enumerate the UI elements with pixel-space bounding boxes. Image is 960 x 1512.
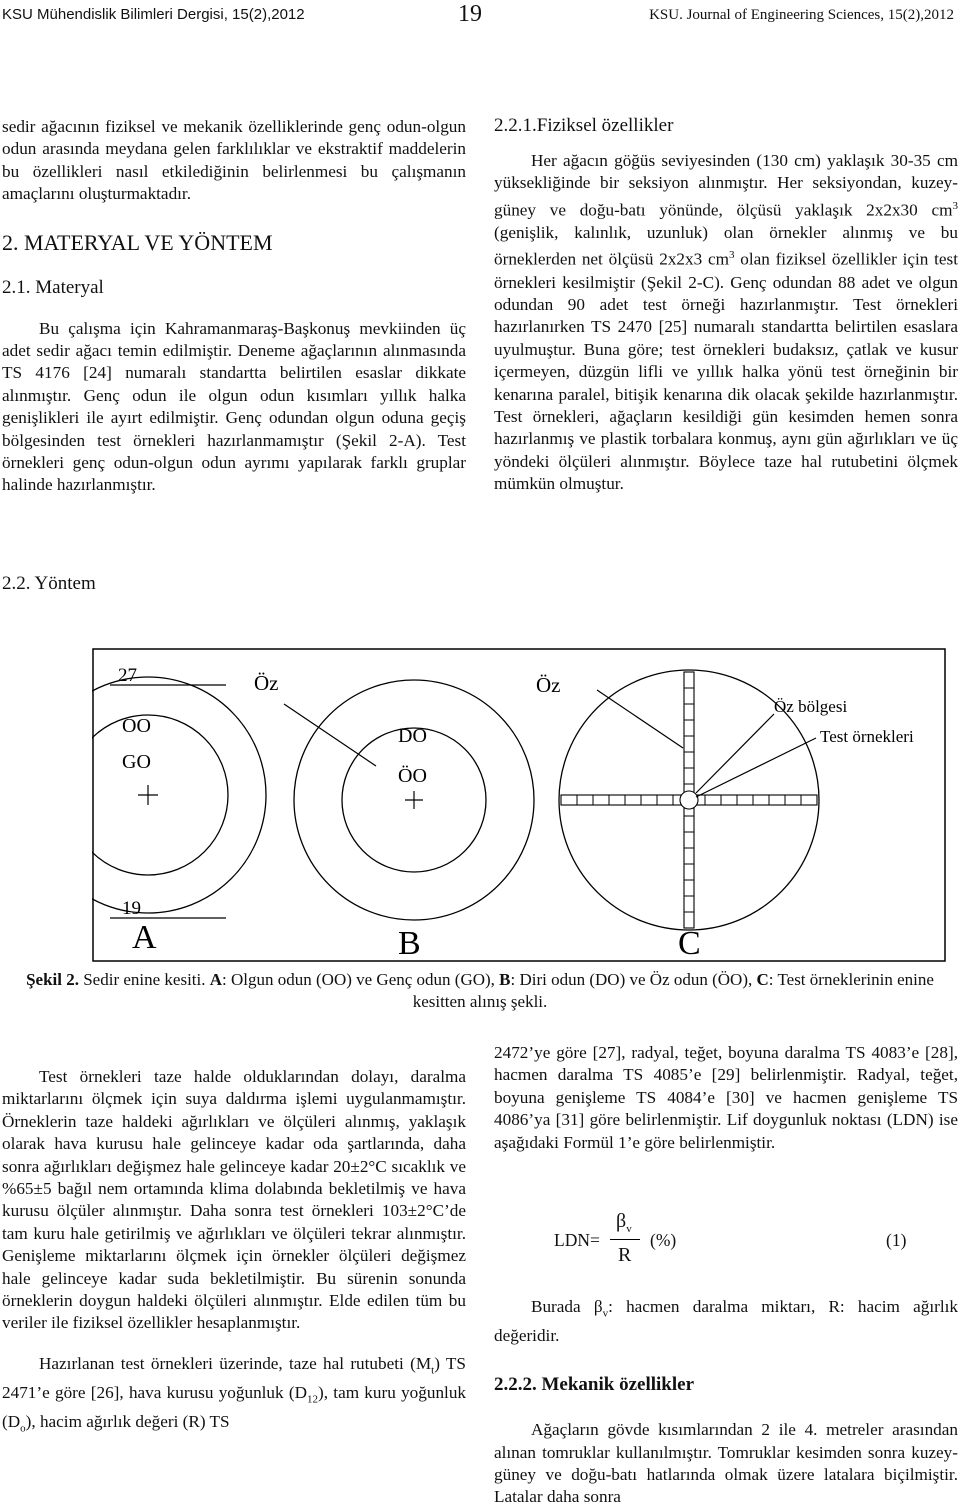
panel-c-label: C bbox=[678, 925, 701, 962]
mekanik-paragraph: Ağaçların gövde kısımlarından 2 ile 4. metreler arasından alınan tomruklar kullanılmıştır. Tomruklar kesimden sonra kuzey-güney ve doğu-batı hatlarında olmak üzere latalara biçilmiştir. Latalar daha sonra bbox=[494, 1420, 958, 1507]
label-oz-bolgesi: Öz bölgesi bbox=[774, 697, 848, 716]
tests-paragraph: Hazırlanan test örnekleri üzerinde, taze hal rutubeti $(M_t)$ TS 2471’e göre [26], hava kurusu yoğunluk $(D_{12})$, tam kuru yoğunluk $(D_o)$, hacim ağırlık değeri (R) TS bbox=[2, 1353, 467, 1434]
right-column-top bbox=[494, 114, 958, 496]
panel-a-inner-ring bbox=[92, 715, 228, 875]
panel-a-rings bbox=[92, 677, 266, 918]
leader-test-ornekleri bbox=[696, 738, 816, 797]
section-2-2-2-heading: 2.2.2. Mekanik özellikler bbox=[494, 1374, 695, 1396]
label-oz-b: Öz bbox=[254, 671, 279, 695]
section-2-1-heading: 2.1. Materyal bbox=[2, 276, 104, 298]
journal-header-left: KSU Mühendislik Bilimleri Dergisi, 15(2),2012 bbox=[2, 6, 305, 23]
fraction-bar bbox=[610, 1239, 640, 1240]
materyal-paragraph: Bu çalışma için Kahramanmaraş-Başkonuş mevkiinden üç adet sedir ağacı temin edilmiştir. Deneme ağaçlarının alınmasında TS 4176 [24] numaralı standartta belirtilen esaslar dikkate alınmıştır. Genç odun ile olgun odun kısımları yıllık halka genişlikleri ile ayırt edilmiştir. Genç odundan olgun oduna geçiş bölgesinden test örnekleri hazırlanmamıştır (Şekil 2-A). Test örnekleri genç odun-olgun odun ayrımı yapılarak farklı gruplar halinde hazırlanmıştır. bbox=[2, 318, 466, 495]
leader-oz-bolgesi bbox=[696, 714, 774, 793]
label-test-ornekleri: Test örnekleri bbox=[820, 727, 914, 746]
burada-paragraph: Burada $\beta_v$: hacmen daralma miktarı, R: hacim ağırlık değeridir. bbox=[494, 1297, 958, 1345]
leader-oz-b bbox=[284, 704, 376, 766]
fiziksel-paragraph: Her ağacın göğüs seviyesinden (130 cm) yaklaşık 30-35 cm yüksekliğinde bir seksiyon alınmıştır. Her seksiyondan, kuzey-güney ve doğu-batı yönünde, ölçüsü yaklaşık 2x2x30 $cm^3$ (genişlik, kalınlık, uzunluk) olan örnekler alınmış ve bu örneklerden net ölçüsü 2x2x3 $cm^3$ olan fiziksel özellikler için test örnekleri kesilmiştir (Şekil 2-C). Genç odundan 88 adet ve olgun odundan 90 adet test örneği hazırlanmıştır. Test örnekleri hazırlanırken TS 2470 [25] numaralı standartta belirtilen esaslara uyulmuştur. Buna göre; test örnekleri budaksız, çatlak ve kusur içermeyen, düzgün lifli ve yıllık halka yönü test örneğinin bir kenarına paralel, bitişik kenarına dik olacak şekilde hazırlanmıştır. Test örnekleri, ağaçların kesildiği gün kesimden hemen sonra hazırlanmış ve plastik torbalara konmuş, aynı gün ağırlıkları ve üç yöndeki ölçüleri alınmıştır. Böylece taze hal rutubetini ölçmek mümkün olmuştur. bbox=[494, 151, 958, 494]
right-column-bottom bbox=[494, 1042, 958, 1154]
label-oz-odun: ÖO bbox=[398, 765, 427, 787]
pith-region bbox=[680, 791, 698, 809]
formula-1: LDN= $\beta_v$ R (%) (1) bbox=[554, 1210, 907, 1266]
label-olgun-odun: OO bbox=[122, 715, 151, 737]
section-2-heading: 2. MATERYAL VE YÖNTEM bbox=[2, 229, 273, 255]
leader-oz-c bbox=[597, 690, 683, 748]
section-2-2-heading: 2.2. Yöntem bbox=[2, 573, 96, 594]
right-column-bottom-2 bbox=[494, 1296, 958, 1509]
panel-a-outer-ring bbox=[92, 677, 266, 913]
left-column-top bbox=[2, 116, 466, 497]
panel-b-label: B bbox=[398, 925, 421, 962]
figure-2-caption: Şekil 2. Sedir enine kesiti. A: Olgun odun (OO) ve Genç odun (GO), B: Diri odun (DO) ve Öz odun (ÖO), C: Test örneklerinin enine kesitten alınış şekli. bbox=[26, 970, 934, 1011]
figure-2-diagram bbox=[92, 648, 946, 962]
panel-b-rings bbox=[284, 680, 534, 920]
journal-header-right: KSU. Journal of Engineering Sciences, 15(2),2012 bbox=[649, 7, 954, 23]
section-2-2-1-heading: 2.2.1.Fiziksel özellikler bbox=[494, 115, 674, 136]
page-number: 19 bbox=[458, 1, 482, 27]
label-genc-odun: GO bbox=[122, 751, 151, 773]
label-27: 27 bbox=[118, 665, 137, 686]
standards-paragraph: 2472’ye göre [27], radyal, teğet, boyuna daralma TS 4083’e [28], hacmen daralma TS 4085’e [29] belirlenmiştir. Radyal, teğet, boyuna genişleme TS 4084’e [30] ve hacmen genişleme TS 4086’ya [31] göre belirlenmiştir. Lif doygunluk noktası (LDN) ise aşağıdaki Formül 1’e göre belirlenmiştir. bbox=[494, 1043, 958, 1152]
intro-paragraph: sedir ağacının fiziksel ve mekanik özelliklerinde genç odun-olgun odun arasında meydana gelen farklılıklar ve ekstraktif maddelerin bu özellikleri nasıl etkilediğinin belirlenmesi bu çalışmanın amaçlarını oluşturmaktadır. bbox=[2, 117, 466, 204]
label-diri-odun: DO bbox=[398, 725, 427, 747]
label-oz-c: Öz bbox=[536, 673, 561, 697]
label-19: 19 bbox=[122, 898, 141, 919]
panel-a-label: A bbox=[132, 919, 157, 956]
test-procedure-paragraph: Test örnekleri taze halde olduklarından dolayı, daralma miktarlarını ölçmek için suya daldırma işlemi uygulanmamıştır. Örneklerin taze haldeki ağırlıkları ve ölçüleri alınmış, yaklaşık olarak hava kurusu hale gelinceye kadar oda şartlarında, daha sonra ağırlıkları değişmez hale gelinceye kadar 20±2°C sıcaklık ve %65±5 bağıl nem ortamında klima dolabında bekletilmiş ve hava kurusu ölçüler alınmıştır. Daha sonra test örnekleri 103±2°C’de tam kuru hale getirilmiş ve ağırlıkları ve ölçüleri tekrar alınmıştır. Genişleme miktarlarını ölçmek için örnekler ölçüleri değişmez hale gelinceye kadar suda bekletilmiştir. Bu sürenin sonunda örneklerin doygun haldeki ölçüleri alınmıştır. Elde edilen tüm bu veriler ile fiziksel özellikler hesaplanmıştır. bbox=[2, 1067, 466, 1333]
left-column-bottom bbox=[2, 1066, 466, 1439]
